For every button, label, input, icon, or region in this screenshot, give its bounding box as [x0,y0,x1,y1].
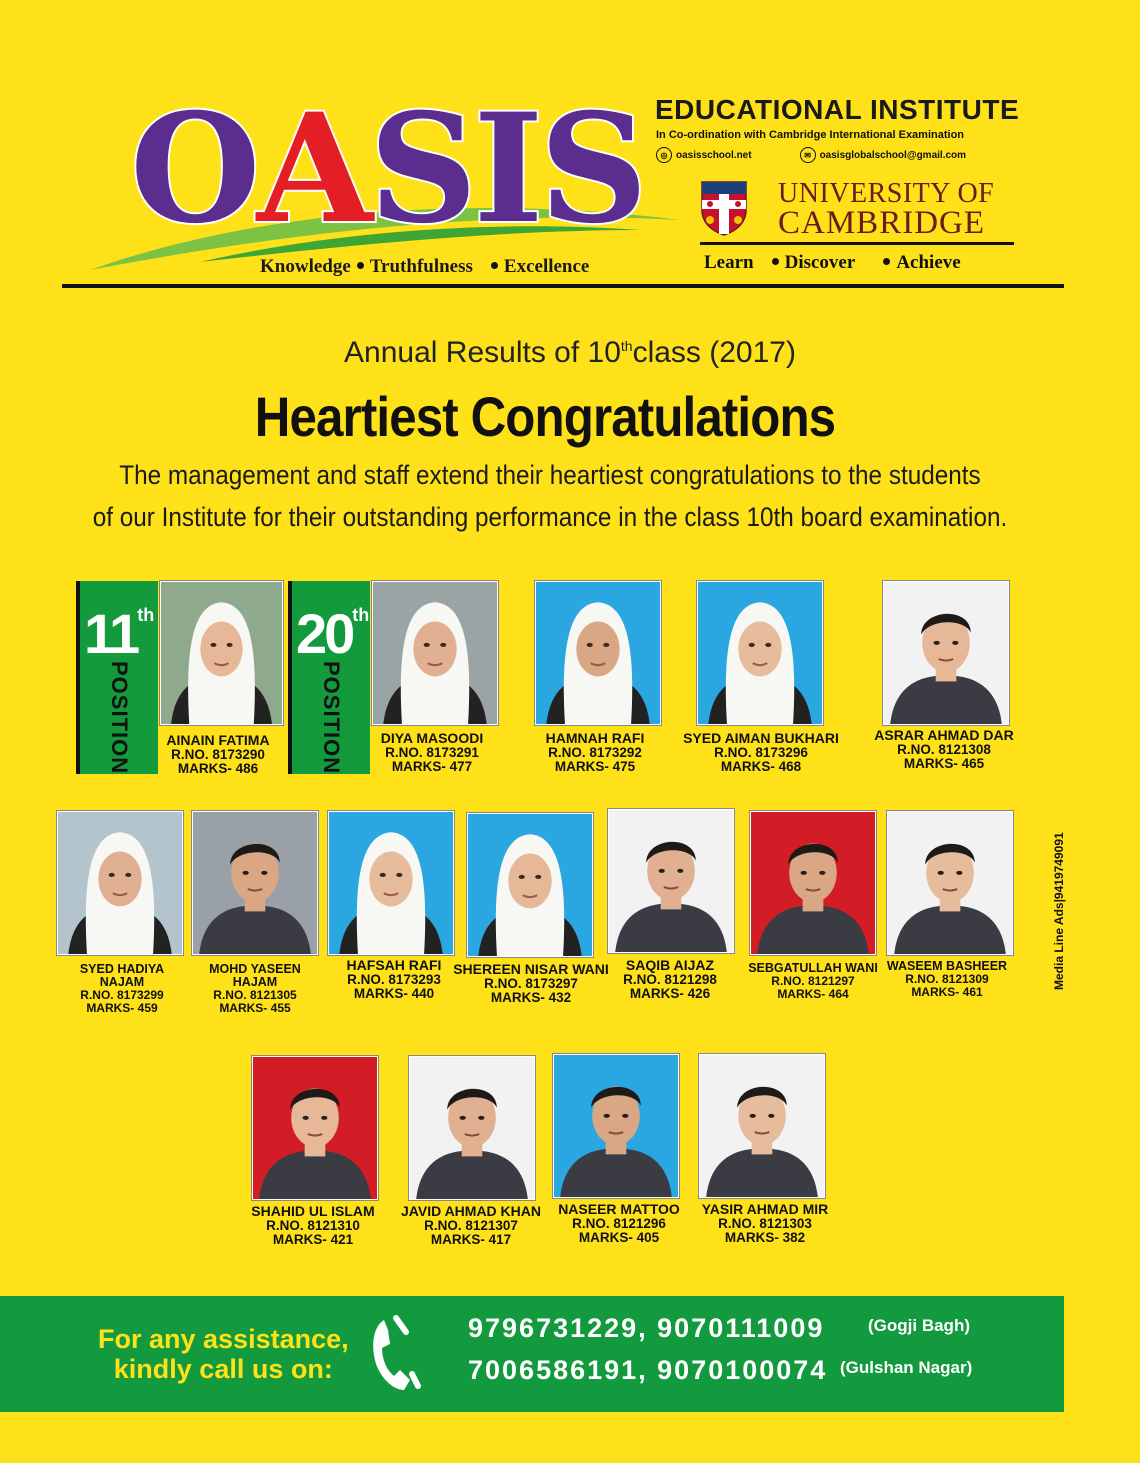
cambridge-line2: CAMBRIDGE [778,205,986,241]
page-title: Heartiest Congratulations [254,385,836,448]
motto-excellence: Excellence [503,256,590,277]
boy-figure-icon [700,1055,824,1197]
boy-figure-icon [884,582,1008,724]
boy-figure-icon [609,810,733,952]
media-credit: Media Line Ads|9419749091 [1052,832,1066,990]
student-photo [887,811,1013,955]
student-roll-number: R.NO. 8173299 [80,988,164,1003]
student-roll-number: R.NO. 8173290 [171,746,265,762]
annual-results-heading: Annual Results of 10thclass (2017) [344,336,796,369]
student-marks: MARKS- 461 [911,984,983,999]
student-caption [520,731,670,774]
student-caption [372,731,492,774]
student-caption [58,963,186,1014]
student-photo [699,1054,825,1198]
student-photo [372,581,498,725]
student-marks: MARKS- 486 [177,760,259,776]
student-photo [192,811,318,955]
student-name: SYED AIMAN BUKHARI [683,730,839,746]
student-name: SHEREEN NISAR WANI [453,961,609,977]
boy-figure-icon [554,1055,678,1197]
student-marks: MARKS- 468 [720,758,802,774]
girl-hijab-figure-icon [698,582,822,724]
student-photo [697,581,823,725]
student-roll-number: R.NO. 8173293 [347,971,441,987]
student-marks: MARKS- 440 [353,985,435,1001]
header-divider [62,284,1064,288]
student-name: HAFSAH RAFI [346,957,442,973]
student-caption [698,1202,832,1245]
boy-figure-icon [410,1057,534,1199]
student-roll-number: R.NO. 8121303 [718,1215,812,1231]
student-name: DIYA MASOODI [380,730,484,746]
cambridge-divider [700,242,1014,245]
student-marks: MARKS- 382 [724,1229,806,1245]
motto-knowledge: Knowledge [260,256,351,277]
girl-hijab-figure-icon [373,582,497,724]
student-marks: MARKS- 465 [903,755,985,771]
student-marks: MARKS- 455 [219,1000,291,1015]
student-photo [160,581,283,725]
boy-figure-icon [888,812,1012,954]
student-photo [750,811,876,955]
student-photo [467,813,593,957]
boy-figure-icon [253,1057,377,1199]
location-gulshan-nagar: (Gulshan Nagar) [840,1358,973,1377]
student-caption [160,733,276,776]
position-label: POSITION [107,661,132,775]
student-photo [328,811,454,955]
student-roll-number: R.NO. 8121310 [266,1217,360,1233]
globe-icon: ◎ [656,147,672,163]
student-name: SYED HADIYA NAJAM [79,962,165,990]
student-marks: MARKS- 464 [777,986,849,1001]
logo-text: OASIS [130,81,644,257]
student-marks: MARKS- 459 [86,1000,158,1015]
website-link[interactable]: oasisschool.net [676,149,752,161]
phone-numbers-2[interactable]: 7006586191, 9070100074 [468,1355,828,1385]
student-caption [190,963,320,1014]
student-photo [252,1056,378,1200]
student-photo [608,809,734,953]
student-photo [883,581,1009,725]
girl-hijab-figure-icon [58,812,182,954]
student-marks: MARKS- 421 [272,1231,354,1247]
position-badge-20 [292,581,370,774]
coordination-text: In Co-ordination with Cambridge International Examination [656,129,965,141]
intro-paragraph-line1: The management and staff extend their heartiest congratulations to the students [119,460,981,490]
student-roll-number: R.NO. 8121305 [213,988,297,1003]
student-photo [409,1056,535,1200]
mail-icon: ✉ [800,147,816,163]
bullet-icon [883,258,890,265]
institute-title: EDUCATIONAL INSTITUTE [655,94,1020,125]
student-roll-number: R.NO. 8173291 [385,744,479,760]
student-photo [57,811,183,955]
bullet-icon [772,258,779,265]
student-marks: MARKS- 405 [578,1229,660,1245]
student-name: WASEEM BASHEER [886,959,1008,973]
student-name: NASEER MATTOO [558,1201,680,1217]
motto-achieve: Achieve [896,252,961,273]
student-name: JAVID AHMAD KHAN [401,1203,541,1219]
student-roll-number: R.NO. 8173296 [714,744,808,760]
student-marks: MARKS- 417 [430,1231,512,1247]
student-roll-number: R.NO. 8121297 [771,974,855,989]
motto-truthfulness: Truthfulness [369,256,473,277]
student-caption [555,1202,683,1245]
student-caption [335,958,453,1001]
girl-hijab-figure-icon [536,582,660,724]
position-label: POSITION [319,661,344,775]
intro-paragraph-line2: of our Institute for their outstanding performance in the class 10th board examination. [92,502,1008,532]
student-name: MOHD YASEEN HAJAM [209,962,301,990]
student-name: HAMNAH RAFI [545,730,645,746]
student-name: SAQIB AIJAZ [625,957,715,973]
student-name: ASRAR AHMAD DAR [874,727,1014,743]
student-caption [391,1204,551,1247]
position-number: 20th [296,602,370,665]
student-photo [535,581,661,725]
logo-motto [260,256,589,278]
student-marks: MARKS- 475 [554,758,636,774]
position-badge-11 [80,581,158,774]
student-caption [447,962,615,1005]
contact-row [656,147,966,163]
student-caption [245,1204,381,1247]
student-caption [883,960,1011,998]
student-caption [868,728,1020,771]
student-marks: MARKS- 426 [629,985,711,1001]
student-roll-number: R.NO. 8121296 [572,1215,666,1231]
girl-hijab-figure-icon [329,812,453,954]
student-caption [672,731,850,774]
oasis-logo [80,80,700,280]
student-marks: MARKS- 432 [490,989,572,1005]
girl-hijab-figure-icon [161,582,282,724]
student-roll-number: R.NO. 8121307 [424,1217,518,1233]
phone-icon [366,1314,422,1394]
motto-learn: Learn [704,252,754,273]
bullet-icon [491,262,498,269]
assistance-line2: kindly call us on: [113,1353,333,1384]
cambridge-crest-icon [700,180,748,236]
girl-hijab-figure-icon [468,814,592,956]
location-gogji-bagh: (Gogji Bagh) [868,1316,970,1335]
student-name: SEBGATULLAH WANI [748,961,878,975]
bullet-icon [357,262,364,269]
position-number: 11th [84,602,155,665]
assistance-line1: For any assistance, [98,1324,349,1354]
student-photo [553,1054,679,1198]
student-roll-number: R.NO. 8173292 [548,744,642,760]
student-roll-number: R.NO. 8121308 [897,741,991,757]
student-name: YASIR AHMAD MIR [701,1201,829,1217]
student-caption [608,958,732,1001]
student-name: AINAIN FATIMA [166,732,270,748]
boy-figure-icon [193,812,317,954]
assistance-text [98,1325,349,1384]
student-caption [745,962,881,1000]
motto-discover: Discover [784,252,856,273]
phone-numbers-1[interactable]: 9796731229, 9070111009 [468,1313,825,1343]
student-name: SHAHID UL ISLAM [251,1203,375,1219]
cambridge-line1: UNIVERSITY OF [778,178,995,209]
student-roll-number: R.NO. 8173297 [484,975,578,991]
email-link[interactable]: oasisglobalschool@gmail.com [819,149,967,161]
student-roll-number: R.NO. 8121309 [905,972,989,987]
cambridge-motto [704,252,961,274]
boy-figure-icon [751,812,875,954]
student-marks: MARKS- 477 [391,758,473,774]
student-roll-number: R.NO. 8121298 [623,971,717,987]
